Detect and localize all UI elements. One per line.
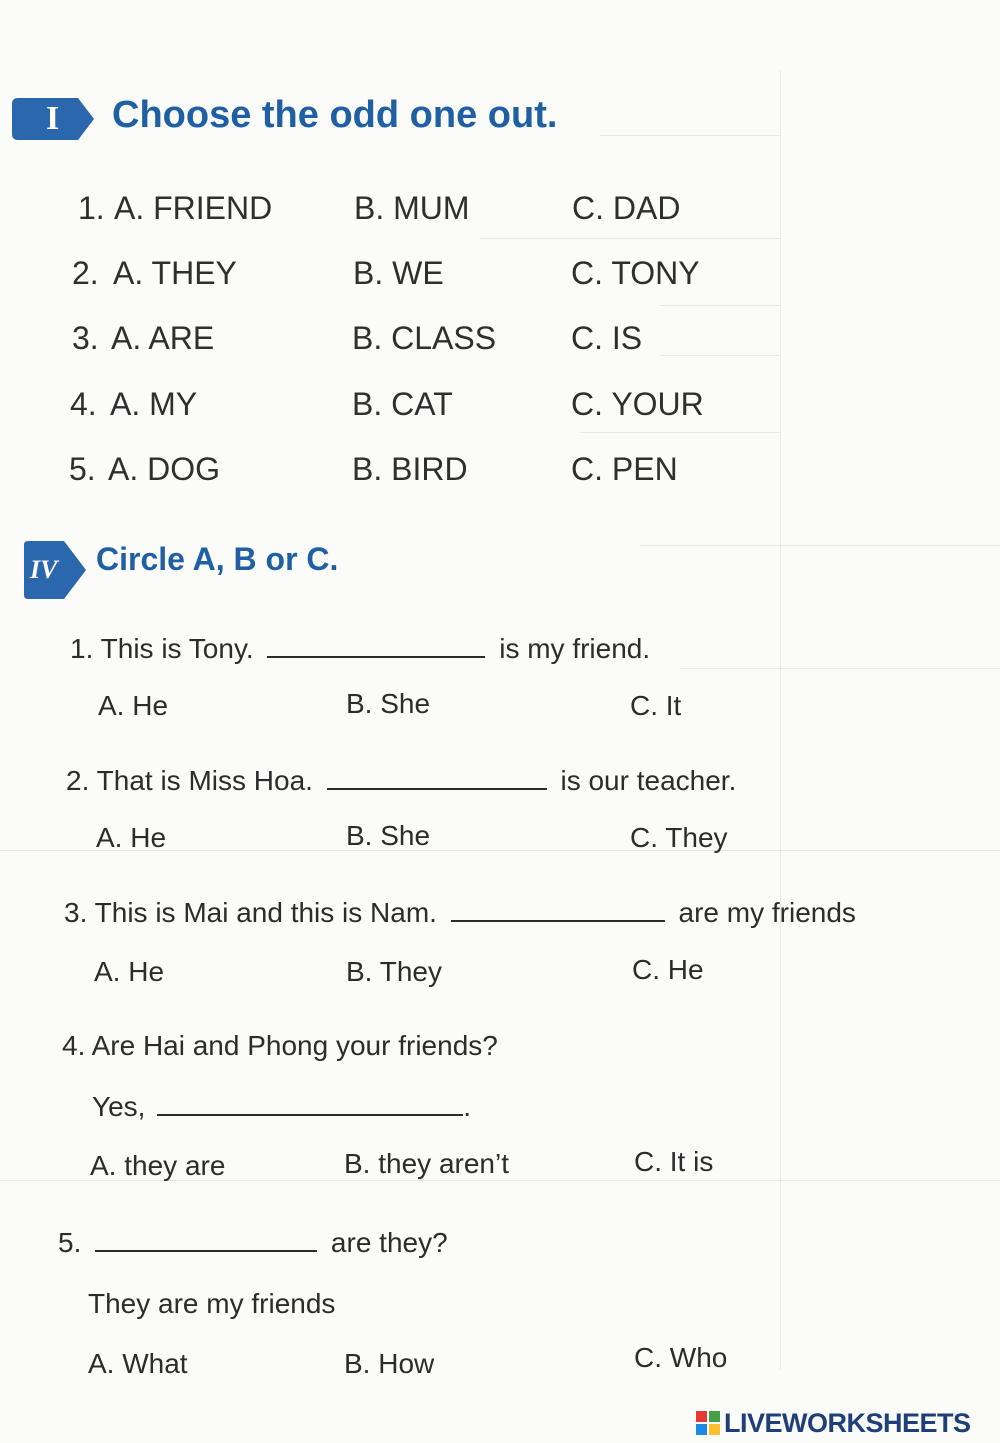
odd-one-out-item-2 [0,255,800,295]
section-1-title: Choose the odd one out. [112,94,558,136]
option-a[interactable]: A. THEY [113,255,237,291]
option-b[interactable]: B. WE [353,255,444,291]
odd-one-out-item-4 [0,386,800,426]
bleed-through-line [660,305,780,306]
question-text: Are Hai and Phong your friends? [91,1030,498,1061]
answer-blank[interactable] [157,1090,463,1116]
odd-one-out-item-3 [0,320,800,360]
item-number: 4. [70,386,97,422]
question-5 [58,1226,448,1259]
question-4-answer-line [92,1090,471,1123]
q2-option-b[interactable]: B. She [346,820,431,851]
item-number: 1. [78,190,105,226]
q3-option-b[interactable]: B. They [346,956,442,987]
question-number: 4. [62,1030,86,1061]
logo-square [696,1424,707,1435]
q5-option-a[interactable]: A. What [88,1348,188,1379]
logo-square [709,1424,720,1435]
option-c[interactable]: C. DAD [572,190,681,226]
question-number: 2. [66,765,90,796]
question-4 [62,1030,498,1062]
option-c[interactable]: C. TONY [571,255,700,291]
answer-blank[interactable] [327,764,547,790]
section-4-badge [24,541,86,599]
option-b[interactable]: B. BIRD [352,451,468,487]
section-1-badge [12,98,94,140]
question-text-after: is our teacher. [560,765,737,796]
answer-blank[interactable] [451,896,665,922]
question-text-after: is my friend. [499,633,651,664]
item-number: 3. [72,320,99,356]
question-5-answer: They are my friends [88,1288,336,1319]
question-3 [64,896,856,929]
answer-suffix: . [463,1091,472,1122]
q4-option-a[interactable]: A. they are [90,1150,226,1181]
section-4-title: Circle A, B or C. [96,541,339,577]
bleed-through-line [680,668,1000,669]
q2-option-c[interactable]: C. They [630,822,728,853]
q1-option-c[interactable]: C. It [630,690,682,721]
logo-square [709,1411,720,1422]
q3-option-c[interactable]: C. He [632,954,704,985]
odd-one-out-item-1 [0,190,800,230]
logo-text: LIVEWORKSHEETS [724,1407,971,1438]
question-number: 1. [70,633,94,664]
option-a[interactable]: A. FRIEND [114,190,273,226]
bleed-through-line [580,432,780,433]
option-b[interactable]: B. CLASS [352,320,497,356]
question-text-before: That is Miss Hoa. [96,765,313,796]
q3-option-a[interactable]: A. He [94,956,165,987]
q5-option-b[interactable]: B. How [344,1348,435,1379]
logo-grid-icon [696,1411,720,1435]
question-text-after: are they? [330,1227,448,1258]
answer-blank[interactable] [95,1226,317,1252]
option-a[interactable]: A. ARE [111,320,215,356]
logo-square [696,1411,707,1422]
question-2 [66,764,736,797]
question-1 [70,632,650,665]
question-text-before: This is Tony. [100,633,254,664]
option-c[interactable]: C. IS [571,320,643,356]
option-b[interactable]: B. CAT [352,386,453,422]
option-b[interactable]: B. MUM [354,190,470,226]
option-c[interactable]: C. YOUR [571,386,704,422]
bleed-through-line [640,545,1000,546]
question-number: 3. [64,897,88,928]
answer-blank[interactable] [267,632,485,658]
q1-option-b[interactable]: B. She [346,688,431,719]
answer-prefix: Yes, [92,1091,146,1122]
q1-option-a[interactable]: A. He [98,690,169,721]
bleed-through-line [480,238,780,239]
option-c[interactable]: C. PEN [571,451,678,487]
q2-option-a[interactable]: A. He [96,822,167,853]
section-4-badge-label: IV [30,555,58,584]
q5-option-c[interactable]: C. Who [634,1342,728,1373]
item-number: 2. [72,255,99,291]
bleed-through-line [600,135,780,136]
odd-one-out-item-5 [0,451,800,491]
section-1-badge-label: I [46,100,60,137]
q4-option-c[interactable]: C. It is [634,1146,714,1177]
question-number: 5. [58,1227,82,1258]
q4-option-b[interactable]: B. they aren’t [344,1148,509,1179]
question-text-before: This is Mai and this is Nam. [94,897,437,928]
question-text-after: are my friends [678,897,856,928]
option-a[interactable]: A. MY [110,386,198,422]
option-a[interactable]: A. DOG [108,451,221,487]
item-number: 5. [69,451,96,487]
liveworksheets-logo [696,1408,971,1438]
